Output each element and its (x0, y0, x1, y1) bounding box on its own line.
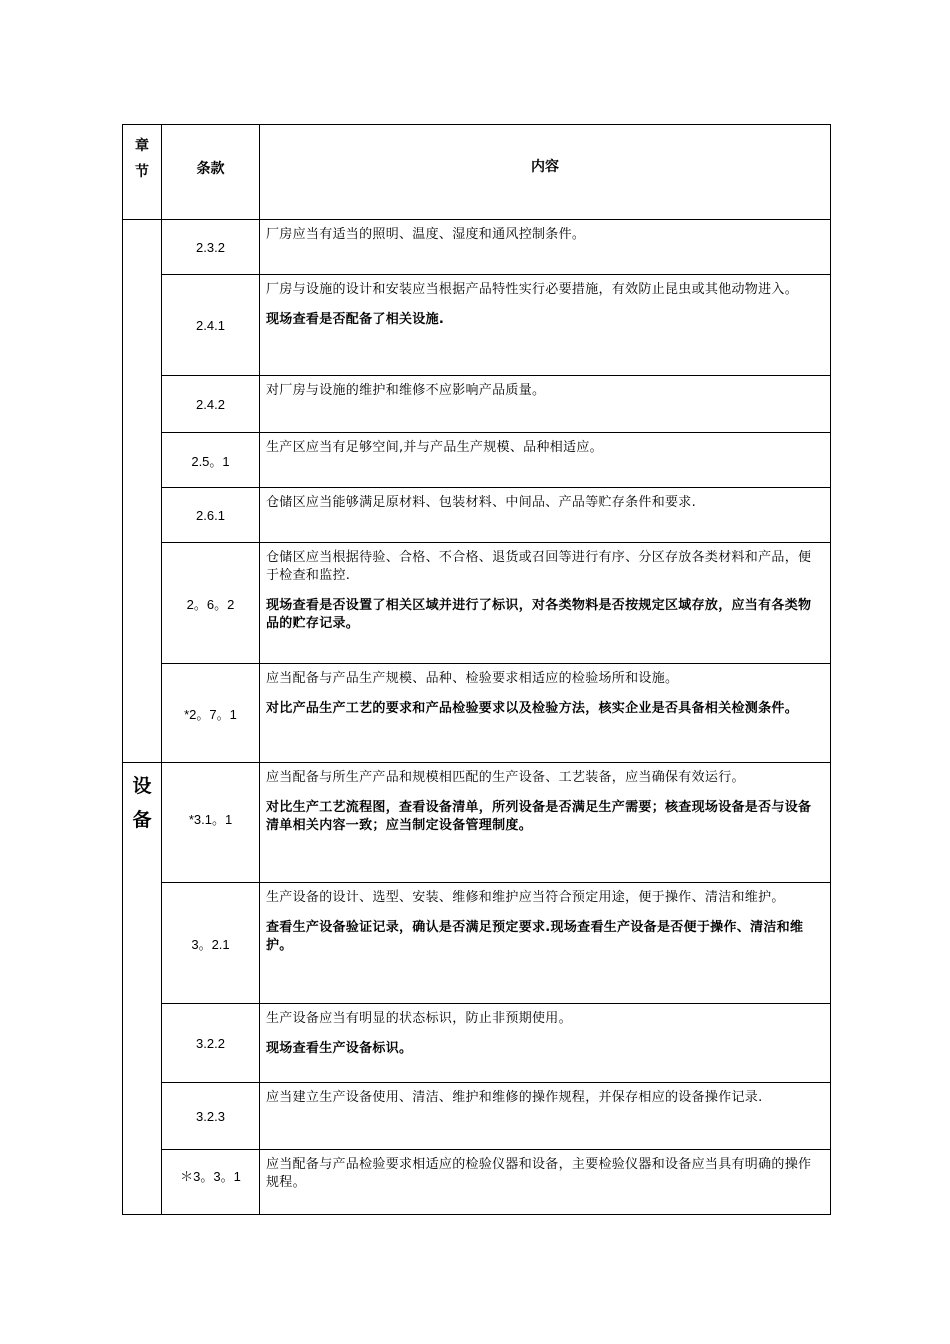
clause-number: 2。6。2 (162, 543, 260, 664)
clause-number: 3.2.3 (162, 1083, 260, 1150)
table-row (123, 275, 831, 376)
clause-number: 3.2.2 (162, 1004, 260, 1083)
table-row (123, 664, 831, 763)
table-row (123, 220, 831, 275)
table-row (123, 543, 831, 664)
clause-content (260, 433, 831, 488)
clause-number: *2。7。1 (162, 664, 260, 763)
requirement-text: 生产设备的设计、选型、安装、维修和维护应当符合预定用途，便于操作、清洁和维护。 (266, 890, 785, 905)
clause-content (260, 488, 831, 543)
clause-content (260, 543, 831, 664)
inspection-method: 查看生产设备验证记录，确认是否满足预定要求.现场查看生产设备是否便于操作、清洁和维护。 (266, 920, 804, 953)
clause-content (260, 1004, 831, 1083)
requirement-text: 应当配备与产品生产规模、品种、检验要求相适应的检验场所和设施。 (266, 671, 679, 686)
requirement-text: 厂房与设施的设计和安装应当根据产品特性实行必要措施，有效防止昆虫或其他动物进入。 (266, 282, 799, 297)
header-content: 内容 (260, 125, 831, 220)
requirement-text: 应当建立生产设备使用、清洁、维护和维修的操作规程，并保存相应的设备操作记录. (266, 1090, 763, 1105)
inspection-method: 现场查看是否设置了相关区域并进行了标识，对各类物料是否按规定区域存放，应当有各类物品的贮存记录。 (266, 598, 812, 631)
header-clause: 条款 (162, 125, 260, 220)
requirement-text: 生产设备应当有明显的状态标识，防止非预期使用。 (266, 1011, 572, 1026)
clause-content (260, 275, 831, 376)
clause-number: ＊3。3。1 (162, 1150, 260, 1215)
clause-content (260, 220, 831, 275)
table-row (123, 1083, 831, 1150)
requirement-text: 仓储区应当能够满足原材料、包装材料、中间品、产品等贮存条件和要求. (266, 495, 697, 510)
clause-number: 2.6.1 (162, 488, 260, 543)
requirement-text: 应当配备与产品检验要求相适应的检验仪器和设备，主要检验仪器和设备应当具有明确的操作规程。 (266, 1157, 812, 1190)
table-row (123, 376, 831, 433)
table-row (123, 883, 831, 1004)
header-chapter (123, 125, 162, 220)
clause-content (260, 1150, 831, 1215)
chapter-equipment (123, 763, 162, 1215)
clause-number: *3.1。1 (162, 763, 260, 883)
header-chapter-char: 节 (135, 164, 149, 180)
clause-number: 3。2.1 (162, 883, 260, 1004)
header-chapter-char: 章 (135, 138, 149, 154)
requirement-text: 应当配备与所生产产品和规模相匹配的生产设备、工艺装备，应当确保有效运行。 (266, 770, 745, 785)
clause-content (260, 763, 831, 883)
table-row (123, 488, 831, 543)
inspection-method: 现场查看是否配备了相关设施. (266, 312, 445, 327)
requirement-text: 生产区应当有足够空间,并与产品生产规模、品种相适应。 (266, 440, 603, 455)
table-row (123, 763, 831, 883)
clause-content (260, 883, 831, 1004)
chapter-char: 设 (132, 775, 152, 797)
requirement-text: 对厂房与设施的维护和维修不应影响产品质量。 (266, 383, 546, 398)
inspection-table (122, 124, 831, 1215)
inspection-method: 现场查看生产设备标识。 (266, 1041, 413, 1056)
requirement-text: 厂房应当有适当的照明、温度、湿度和通风控制条件。 (266, 227, 586, 242)
clause-content (260, 376, 831, 433)
clause-number: 2.4.2 (162, 376, 260, 433)
table-row (123, 433, 831, 488)
table-row (123, 1150, 831, 1215)
inspection-method: 对比生产工艺流程图，查看设备清单，所列设备是否满足生产需要；核查现场设备是否与设备清单相关内容一致；应当制定设备管理制度。 (266, 800, 812, 833)
clause-number: 2.4.1 (162, 275, 260, 376)
clause-content (260, 664, 831, 763)
requirement-text: 仓储区应当根据待验、合格、不合格、退货或召回等进行有序、分区存放各类材料和产品，便于检查和监控. (266, 550, 812, 583)
inspection-method: 对比产品生产工艺的要求和产品检验要求以及检验方法，核实企业是否具备相关检测条件。 (266, 701, 799, 716)
clause-content (260, 1083, 831, 1150)
header-row (123, 125, 831, 220)
table-row (123, 1004, 831, 1083)
chapter-char: 备 (132, 809, 152, 831)
clause-number: 2.5。1 (162, 433, 260, 488)
chapter-cell-continued (123, 220, 162, 763)
clause-number: 2.3.2 (162, 220, 260, 275)
